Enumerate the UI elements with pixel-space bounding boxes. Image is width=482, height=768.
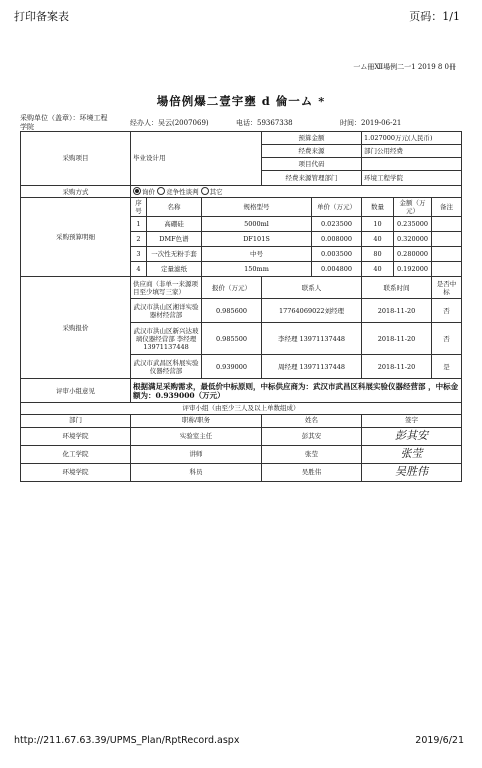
member-row (21, 445, 462, 463)
cell-winner: 否 (432, 299, 462, 323)
handwritten-signature: 张莹 (362, 445, 462, 463)
cell-price: 0.023500 (312, 217, 362, 232)
fund-dept-value: 环境工程学院 (362, 171, 462, 186)
print-header-title: 打印备案表 (14, 10, 69, 23)
cell-title: 讲师 (131, 445, 262, 463)
handwritten-signature: 吴胜伟 (362, 463, 462, 481)
cell-supplier: 武汉市洪山区新兴达玻璃仪器经营部 李经理 13971137448 (131, 323, 202, 355)
cell-time: 2018-11-20 (362, 355, 432, 379)
cell-contact: 17764069022刘经理 (262, 299, 362, 323)
radio-selected-icon (133, 187, 141, 195)
review-label: 评审小组意见 (21, 379, 131, 403)
cell-name: 高硼硅 (147, 217, 202, 232)
handwritten-signature: 彭其安 (362, 427, 462, 445)
cell-no: 2 (131, 232, 147, 247)
cell-supplier: 武汉市洪山区湘详实验器材经营部 (131, 299, 202, 323)
cell-qty: 40 (362, 262, 394, 277)
radio-empty-icon (201, 187, 209, 195)
project-name: 毕业设计用 (131, 132, 262, 186)
member-row (21, 427, 462, 445)
budget-header-price: 单价（万元） (312, 198, 362, 217)
cell-quote: 0.985600 (202, 299, 262, 323)
cell-winner: 是 (432, 355, 462, 379)
cell-title: 科员 (131, 463, 262, 481)
cell-quote: 0.939000 (202, 355, 262, 379)
quote-header-time: 联系时间 (362, 277, 432, 299)
member-header-name: 姓名 (262, 414, 362, 427)
procurement-form (20, 131, 461, 482)
radio-other[interactable]: 其它 (201, 188, 223, 196)
budget-header-qty: 数量 (362, 198, 394, 217)
member-header-title: 职称/职务 (131, 414, 262, 427)
cell-time: 2018-11-20 (362, 323, 432, 355)
cell-name: 张莹 (262, 445, 362, 463)
member-header-dept: 部门 (21, 414, 131, 427)
budget-header-spec: 规格型号 (202, 198, 312, 217)
cell-supplier: 武汉市武昌区科展实验仪器经营部 (131, 355, 202, 379)
cell-title: 实验室主任 (131, 427, 262, 445)
cell-amount: 0.235000 (394, 217, 432, 232)
cell-amount: 0.320000 (394, 232, 432, 247)
fund-source-label: 经费来源 (262, 145, 362, 158)
phone: 电话：59367338 (236, 119, 293, 127)
budget-header-name: 名称 (147, 198, 202, 217)
time: 时间：2019-06-21 (340, 119, 402, 127)
cell-no: 4 (131, 262, 147, 277)
cell-spec: DF101S (202, 232, 312, 247)
cell-qty: 10 (362, 217, 394, 232)
budget-amount-label: 预算金额 (262, 132, 362, 145)
cell-dept: 环境学院 (21, 427, 131, 445)
cell-note (432, 232, 462, 247)
cell-amount: 0.192000 (394, 262, 432, 277)
document-serial: 一ム冊Ⅻ場例㆓一1 2019 8 0冊 (353, 63, 456, 71)
cell-name: 吴胜伟 (262, 463, 362, 481)
cell-spec: 5000ml (202, 217, 312, 232)
project-code-value (362, 158, 462, 171)
form-table (20, 131, 462, 482)
page-number: 页码：1/1 (409, 10, 460, 23)
quote-section-label: 采购报价 (21, 277, 131, 379)
radio-empty-icon (157, 187, 165, 195)
review-members-caption: 评审小组（由至少三人及以上单数组成） (21, 403, 462, 414)
radio-inquiry[interactable]: 询价 (133, 188, 155, 196)
handler: 经办人：吴云(2007069) (130, 119, 209, 127)
cell-quote: 0.985500 (202, 323, 262, 355)
print-footer-date: 2019/6/21 (415, 735, 464, 746)
method-options (131, 186, 462, 198)
cell-price: 0.003500 (312, 247, 362, 262)
cell-name: 定量滤纸 (147, 262, 202, 277)
quote-header-supplier: 供应商（非单一来源项目至少填写三家） (131, 277, 202, 299)
cell-amount: 0.280000 (394, 247, 432, 262)
fund-dept-label: 经费来源管理部门 (262, 171, 362, 186)
quote-header-contact: 联系人 (262, 277, 362, 299)
print-footer-url: http://211.67.63.39/UPMS_Plan/RptRecord.aspx (14, 735, 240, 746)
cell-no: 1 (131, 217, 147, 232)
method-label: 采购方式 (21, 186, 131, 198)
cell-qty: 80 (362, 247, 394, 262)
cell-contact: 周经理 13971137448 (262, 355, 362, 379)
cell-name: 彭其安 (262, 427, 362, 445)
fund-source-value: 部门公用经费 (362, 145, 462, 158)
radio-negotiation[interactable]: 竞争性谈判 (157, 188, 199, 196)
budget-header-no: 序号 (131, 198, 147, 217)
budget-amount-value: 1.027000万元(人民币) (362, 132, 462, 145)
cell-note (432, 217, 462, 232)
cell-winner: 否 (432, 323, 462, 355)
cell-note (432, 247, 462, 262)
cell-contact: 李经理 13971137448 (262, 323, 362, 355)
budget-section-label: 采购预算明细 (21, 198, 131, 277)
project-section-label: 采购项目 (21, 132, 131, 186)
purchasing-unit: 采购单位（盖章）：环境工程学院 (20, 114, 108, 132)
cell-spec: 中号 (202, 247, 312, 262)
cell-time: 2018-11-20 (362, 299, 432, 323)
cell-dept: 环境学院 (21, 463, 131, 481)
budget-header-note: 备注 (432, 198, 462, 217)
cell-name: DMF色谱 (147, 232, 202, 247)
quote-header-price: 报价（万元） (202, 277, 262, 299)
cell-price: 0.008000 (312, 232, 362, 247)
cell-dept: 化工学院 (21, 445, 131, 463)
cell-spec: 150mm (202, 262, 312, 277)
budget-header-amount: 金额（万元） (394, 198, 432, 217)
quote-header-winner: 是否中标 (432, 277, 462, 299)
review-opinion: 根据满足采购需求，最低价中标原则，中标供应商为：武汉市武昌区科展实验仪器经营部 ，中标金额为：0.939000（万元） (131, 379, 462, 403)
cell-name: 一次性无粉手套 (147, 247, 202, 262)
project-code-label: 项目代码 (262, 158, 362, 171)
document-title: 場倍例爆㆓壹宇壅 d 倫一ム * (156, 94, 326, 108)
member-header-signature: 签字 (362, 414, 462, 427)
cell-qty: 40 (362, 232, 394, 247)
cell-no: 3 (131, 247, 147, 262)
member-row (21, 463, 462, 481)
cell-price: 0.004800 (312, 262, 362, 277)
cell-note (432, 262, 462, 277)
